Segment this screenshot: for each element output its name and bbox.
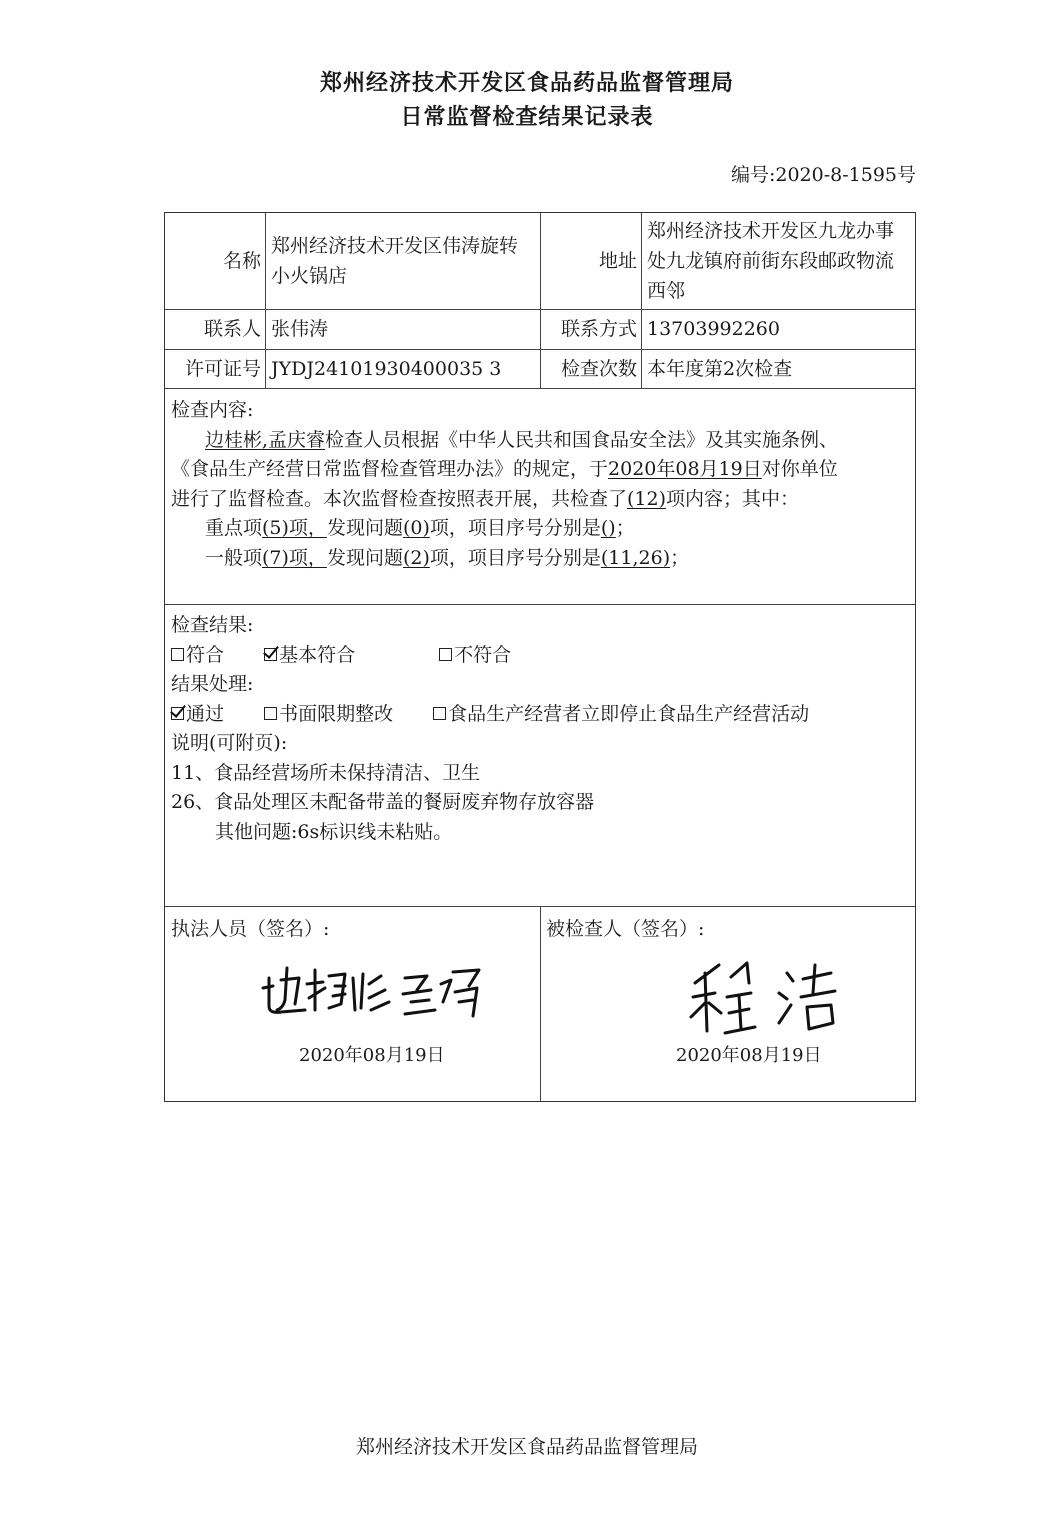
content-text: 重点项 bbox=[205, 517, 263, 539]
option-label: 通过 bbox=[186, 702, 225, 725]
content-paragraph-line-2 bbox=[171, 455, 909, 485]
content-paragraph-line-1 bbox=[171, 426, 909, 456]
document-number: 编号:2020-8-1595号 bbox=[730, 164, 916, 186]
option-compliant[interactable] bbox=[171, 641, 224, 671]
footer-authority: 郑州经济技术开发区食品药品监督管理局 bbox=[355, 1436, 698, 1458]
officer-signature-date: 2020年08月19日 bbox=[299, 1045, 445, 1066]
inspection-count-value: 本年度第2次检查 bbox=[647, 357, 793, 380]
row-divider bbox=[165, 604, 915, 605]
content-text: 项，项目序号分别是 bbox=[429, 517, 601, 539]
inspection-form bbox=[164, 212, 916, 1102]
checkbox-icon[interactable] bbox=[264, 707, 277, 720]
option-label: 食品生产经营者立即停止食品生产经营活动 bbox=[448, 702, 810, 725]
result-heading: 检查结果: bbox=[171, 614, 254, 636]
option-non-compliant[interactable] bbox=[439, 641, 511, 671]
officer-signature bbox=[255, 958, 505, 1028]
key-items-line bbox=[171, 514, 909, 544]
column-divider bbox=[540, 906, 541, 1102]
option-written-rectification[interactable] bbox=[264, 700, 393, 730]
option-stop-operations[interactable] bbox=[433, 700, 809, 730]
option-label: 基本符合 bbox=[279, 643, 356, 666]
name-label: 名称 bbox=[222, 250, 261, 272]
checked-checkbox-icon[interactable] bbox=[264, 648, 277, 661]
title-line-2: 日常监督检查结果记录表 bbox=[400, 105, 654, 130]
note-item-26: 26、食品处理区未配备带盖的餐厨废弃物存放容器 bbox=[171, 791, 595, 813]
checked-checkbox-icon[interactable] bbox=[171, 707, 184, 720]
checkbox-icon[interactable] bbox=[439, 648, 452, 661]
checkbox-icon[interactable] bbox=[171, 648, 184, 661]
phone-value: 13703992260 bbox=[647, 318, 780, 340]
content-text: ； bbox=[615, 517, 635, 539]
result-options bbox=[171, 641, 909, 671]
content-text: 发现问题 bbox=[326, 546, 403, 569]
inspected-party-signature bbox=[675, 953, 875, 1043]
content-text: 项，项目序号分别是 bbox=[429, 546, 601, 569]
inspection-content-section bbox=[171, 396, 909, 573]
content-text: 发现问题 bbox=[326, 517, 403, 539]
license-value: JYDJ24101930400035 3 bbox=[271, 357, 502, 380]
content-text: 对你单位 bbox=[761, 458, 838, 480]
note-item-11: 11、食品经营场所未保持清洁、卫生 bbox=[171, 761, 481, 784]
option-label: 不符合 bbox=[454, 643, 512, 666]
content-text: 《食品生产经营日常监督检查管理办法》的规定，于 bbox=[171, 458, 609, 480]
option-pass[interactable] bbox=[171, 700, 224, 730]
content-text: 进行了监督检查。本次监督检查按照表开展，共检查了 bbox=[171, 487, 628, 510]
inspected-party-signature-date: 2020年08月19日 bbox=[676, 1045, 822, 1066]
total-items: (12) bbox=[627, 487, 667, 510]
contact-value: 张伟涛 bbox=[271, 318, 329, 340]
key-items-sequence: () bbox=[600, 517, 616, 539]
phone-label: 联系方式 bbox=[560, 318, 637, 340]
officer-signature-label: 执法人员（签名）: bbox=[171, 918, 330, 940]
key-items-count: (5)项， bbox=[262, 517, 327, 539]
note-other-issues: 其他问题:6s标识线未粘贴。 bbox=[215, 820, 453, 843]
license-label: 许可证号 bbox=[184, 357, 261, 380]
contact-label: 联系人 bbox=[203, 318, 261, 340]
content-heading: 检查内容: bbox=[171, 399, 254, 421]
general-items-count: (7)项， bbox=[262, 546, 327, 569]
general-items-line bbox=[171, 544, 909, 574]
inspection-count-label: 检查次数 bbox=[560, 357, 637, 380]
handling-options bbox=[171, 700, 909, 730]
general-items-issues: (2) bbox=[402, 546, 430, 569]
content-text: ； bbox=[670, 546, 690, 569]
inspection-date: 2020年08月19日 bbox=[608, 458, 762, 480]
content-text: 项内容；其中： bbox=[666, 487, 800, 510]
option-basically-compliant[interactable] bbox=[264, 641, 355, 671]
inspected-party-signature-label: 被检查人（签名）: bbox=[546, 918, 705, 940]
option-label: 符合 bbox=[186, 643, 225, 666]
inspection-result-section bbox=[171, 611, 909, 847]
inspector-names: 边桂彬,孟庆睿 bbox=[205, 428, 326, 451]
address-label: 地址 bbox=[598, 250, 637, 272]
general-items-sequence: (11,26) bbox=[600, 546, 671, 569]
checkbox-icon[interactable] bbox=[433, 707, 446, 720]
content-paragraph-line-3 bbox=[171, 485, 909, 515]
note-heading: 说明(可附页): bbox=[171, 732, 288, 754]
handling-heading: 结果处理: bbox=[171, 673, 254, 695]
key-items-issues: (0) bbox=[402, 517, 430, 539]
address-value: 郑州经济技术开发区九龙办事处九龙镇府前街东段邮政物流西邻 bbox=[647, 220, 895, 302]
content-text: 一般项 bbox=[205, 546, 263, 569]
content-text: 检查人员根据《中华人民共和国食品安全法》及其实施条例、 bbox=[325, 428, 839, 451]
option-label: 书面限期整改 bbox=[279, 702, 394, 725]
title-line-1: 郑州经济技术开发区食品药品监督管理局 bbox=[319, 71, 734, 96]
row-divider bbox=[165, 388, 915, 389]
name-value: 郑州经济技术开发区伟涛旋转小火锅店 bbox=[271, 235, 519, 287]
